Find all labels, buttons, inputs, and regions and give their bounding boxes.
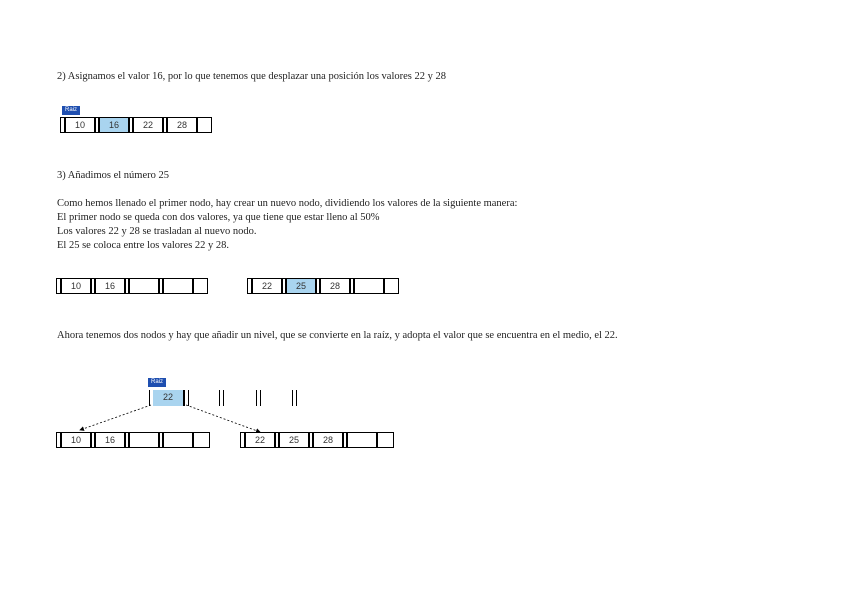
step3-line: El primer nodo se queda con dos valores, ya que tiene que estar lleno al 50% [57, 212, 380, 223]
root-key: 22 [153, 390, 184, 406]
left-child-node [56, 432, 210, 448]
node-key-highlighted: 25 [286, 279, 316, 293]
node-key: 16 [95, 279, 125, 293]
root-badge: Raiz [148, 378, 166, 387]
node-pointer [193, 433, 197, 447]
node-key: 16 [95, 433, 125, 447]
node-key-empty [129, 433, 159, 447]
step3-line: Los valores 22 y 28 se trasladan al nuevo nodo. [57, 226, 257, 237]
node-key: 28 [313, 433, 343, 447]
step3-line: Como hemos llenado el primer nodo, hay crear un nuevo nodo, dividiendo los valores de la siguiente manera: [57, 198, 518, 209]
node-key-empty [163, 433, 193, 447]
node-pointer [377, 433, 381, 447]
node-key-empty [347, 433, 377, 447]
node-key: 10 [61, 433, 91, 447]
step4-text: Ahora tenemos dos nodos y hay que añadir un nivel, que se convierte en la raíz, y adopta el valor que se encuentra en el medio, el 22. [57, 330, 618, 341]
node-key: 28 [320, 279, 350, 293]
step3-line: El 25 se coloca entre los valores 22 y 28. [57, 240, 230, 251]
node-key: 10 [65, 118, 95, 132]
step3-title: 3) Añadimos el número 25 [57, 170, 169, 181]
node-key: 28 [167, 118, 197, 132]
node-key: 22 [252, 279, 282, 293]
left-child-arrow [80, 405, 151, 430]
node-key-highlighted: 16 [99, 118, 129, 132]
node-key: 10 [61, 279, 91, 293]
right-child-arrow [186, 405, 260, 432]
right-child-node [240, 432, 394, 448]
node-key: 22 [245, 433, 275, 447]
root-badge: Raiz [62, 106, 80, 115]
node-key: 22 [133, 118, 163, 132]
node-key: 25 [279, 433, 309, 447]
step2-text: 2) Asignamos el valor 16, por lo que tenemos que desplazar una posición los valores 22 y 28 [57, 71, 447, 82]
